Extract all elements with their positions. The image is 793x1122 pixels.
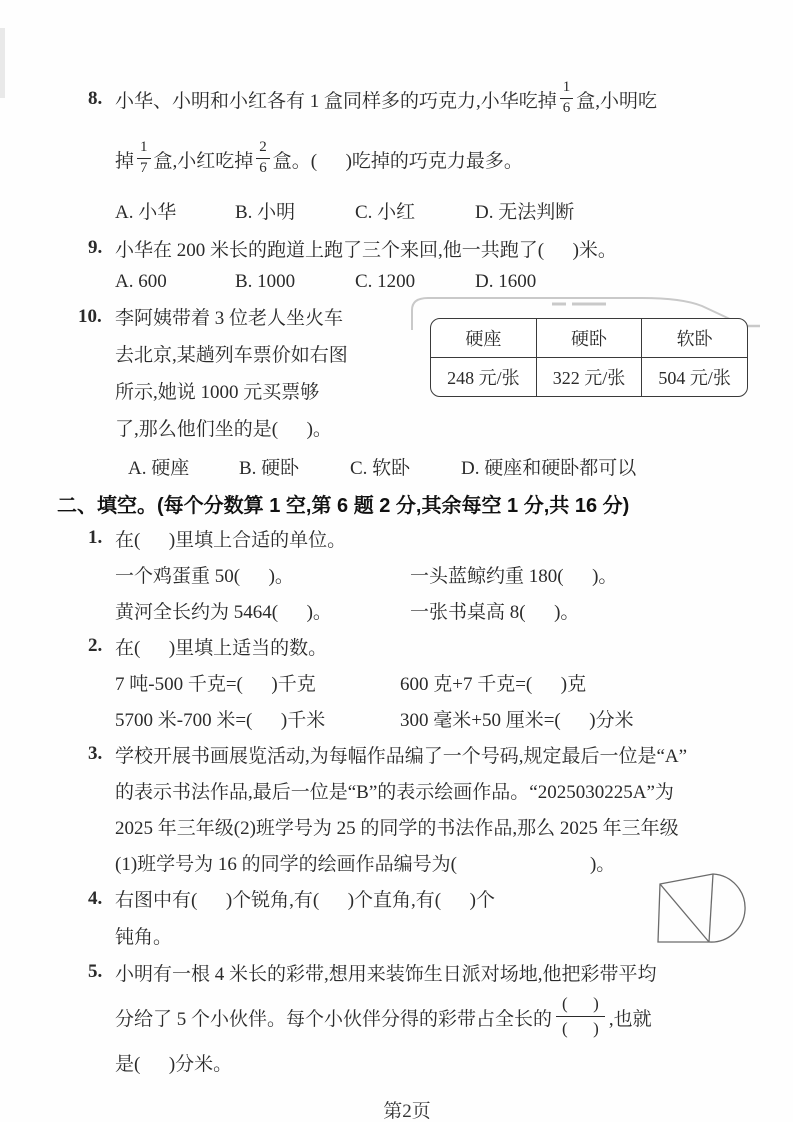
question-text: 钝角。: [115, 927, 173, 948]
question-text: 在( )里填上合适的单位。: [115, 529, 347, 551]
question-text: 右图中有( )个锐角,有( )个直角,有( )个: [115, 890, 495, 911]
page-number: 第2页: [383, 1101, 431, 1122]
question-9: [57, 230, 757, 298]
question-number: 3.: [88, 743, 103, 764]
option-d: D. 无法判断: [475, 201, 575, 223]
question-text: 掉: [115, 150, 135, 172]
question-8-options: [88, 190, 757, 230]
question-10-options: [88, 446, 757, 486]
question-number: 1.: [88, 527, 103, 548]
option-b: B. 硬卧: [239, 457, 300, 479]
fill-1-row-1: [88, 556, 757, 592]
fill-question-4: [57, 880, 757, 954]
conversion-item: 600 克+7 千克=( )克: [400, 673, 587, 695]
fraction-one-sixth: $\frac{1}{6}$: [560, 79, 574, 117]
blank-item: 一张书桌高 8( )。: [410, 601, 580, 623]
fill-question-2: [57, 628, 757, 736]
option-a: A. 硬座: [128, 457, 190, 479]
fare-header-hard-sleeper: 硬卧: [536, 319, 641, 358]
question-10: [57, 298, 757, 486]
option-c: C. 小红: [355, 201, 416, 223]
scan-edge-artifact: [0, 28, 5, 98]
fare-hard-sleeper-price: 322 元/张: [536, 358, 641, 397]
fill-5-fraction-line: [88, 990, 757, 1044]
question-8: [57, 70, 757, 230]
section-2-header: 二、填空。(每个分数算 1 空,第 6 题 2 分,其余每空 1 分,共 16 分): [57, 494, 630, 517]
fill-2-row-1: [88, 664, 757, 700]
question-text: (1)班学号为 16 的同学的绘画作品编号为( )。: [115, 853, 616, 875]
option-b: B. 1000: [235, 271, 296, 292]
question-text: 李阿姨带着 3 位老人坐火车: [115, 308, 344, 329]
question-8-line-2: [88, 128, 757, 190]
question-number: 5.: [88, 961, 103, 982]
question-number: 9.: [88, 237, 103, 258]
fare-header-soft-sleeper: 软卧: [642, 319, 747, 358]
fare-header-row: [431, 319, 747, 358]
question-9-line: [88, 230, 757, 266]
question-text: 的表示书法作品,最后一位是“B”的表示绘画作品。“2025030225A”为: [115, 781, 674, 803]
question-number: 8.: [88, 88, 103, 109]
question-number: 4.: [88, 887, 103, 909]
fill-question-1: [57, 520, 757, 628]
conversion-item: 5700 米-700 米=( )千米: [115, 709, 326, 731]
fare-table-area: [430, 318, 748, 446]
fraction-one-seventh: $\frac{1}{7}$: [137, 139, 151, 177]
question-text: 盒,小红吃掉: [153, 150, 254, 172]
option-c: C. 1200: [355, 271, 416, 292]
question-text: 了,那么他们坐的是( )。: [115, 419, 332, 440]
fill-question-3: [57, 736, 757, 880]
question-text: 盒,小明吃: [576, 90, 658, 112]
fare-soft-sleeper-price: 504 元/张: [642, 358, 747, 397]
option-a: A. 小华: [115, 201, 177, 223]
question-text: 去北京,某趟列车票价如右图: [115, 345, 348, 366]
question-10-text: [78, 298, 418, 446]
blank-item: 一个鸡蛋重 50( )。: [115, 565, 294, 587]
fare-value-row: [431, 358, 747, 397]
blank-item: 一头蓝鲸约重 180( )。: [410, 565, 618, 587]
question-text: 在( )里填上适当的数。: [115, 637, 328, 659]
fill-question-5: [57, 954, 757, 1080]
fare-hard-seat-price: 248 元/张: [447, 368, 520, 388]
fraction-two-sixths: $\frac{2}{6}$: [256, 139, 270, 177]
fill-1-row-2: [88, 592, 757, 628]
question-text: 小华在 200 米长的跑道上跑了三个来回,他一共跑了( )米。: [115, 239, 617, 261]
conversion-item: 300 毫米+50 厘米=( )分米: [400, 709, 634, 731]
option-d: D. 硬座和硬卧都可以: [461, 457, 637, 479]
question-text: 是( )分米。: [115, 1053, 233, 1075]
question-8-line-1: [88, 70, 757, 128]
option-d: D. 1600: [475, 271, 537, 292]
question-number: 2.: [88, 635, 103, 656]
conversion-item: 7 吨-500 千克=( )千克: [115, 673, 316, 695]
question-text: 小明有一根 4 米长的彩带,想用来装饰生日派对场地,他把彩带平均: [115, 963, 657, 985]
angles-figure: [647, 870, 763, 950]
question-text: 分给了 5 个小伙伴。每个小伙伴分得的彩带占全长的: [115, 1008, 553, 1030]
blank-fraction: $\frac{( )}{( )}$: [556, 994, 605, 1038]
question-text: 小华、小明和小红各有 1 盒同样多的巧克力,小华吃掉: [115, 90, 557, 112]
option-a: A. 600: [115, 271, 167, 292]
question-text: 学校开展书画展览活动,为每幅作品编了一个号码,规定最后一位是“A”: [115, 745, 688, 767]
option-b: B. 小明: [235, 201, 296, 223]
fare-header-hard-seat: 硬座: [431, 319, 536, 358]
fare-table: [430, 318, 748, 397]
question-number: 10.: [78, 305, 102, 327]
question-text: 2025 年三年级(2)班学号为 25 的同学的书法作品,那么 2025 年三年级: [115, 817, 679, 839]
question-text: 所示,她说 1000 元买票够: [115, 382, 320, 403]
option-c: C. 软卧: [350, 457, 411, 479]
blank-item: 黄河全长约为 5464( )。: [115, 601, 332, 623]
question-text: 盒。( )吃掉的巧克力最多。: [272, 150, 523, 172]
question-text: ,也就: [608, 1008, 652, 1030]
fill-2-row-2: [88, 700, 757, 736]
